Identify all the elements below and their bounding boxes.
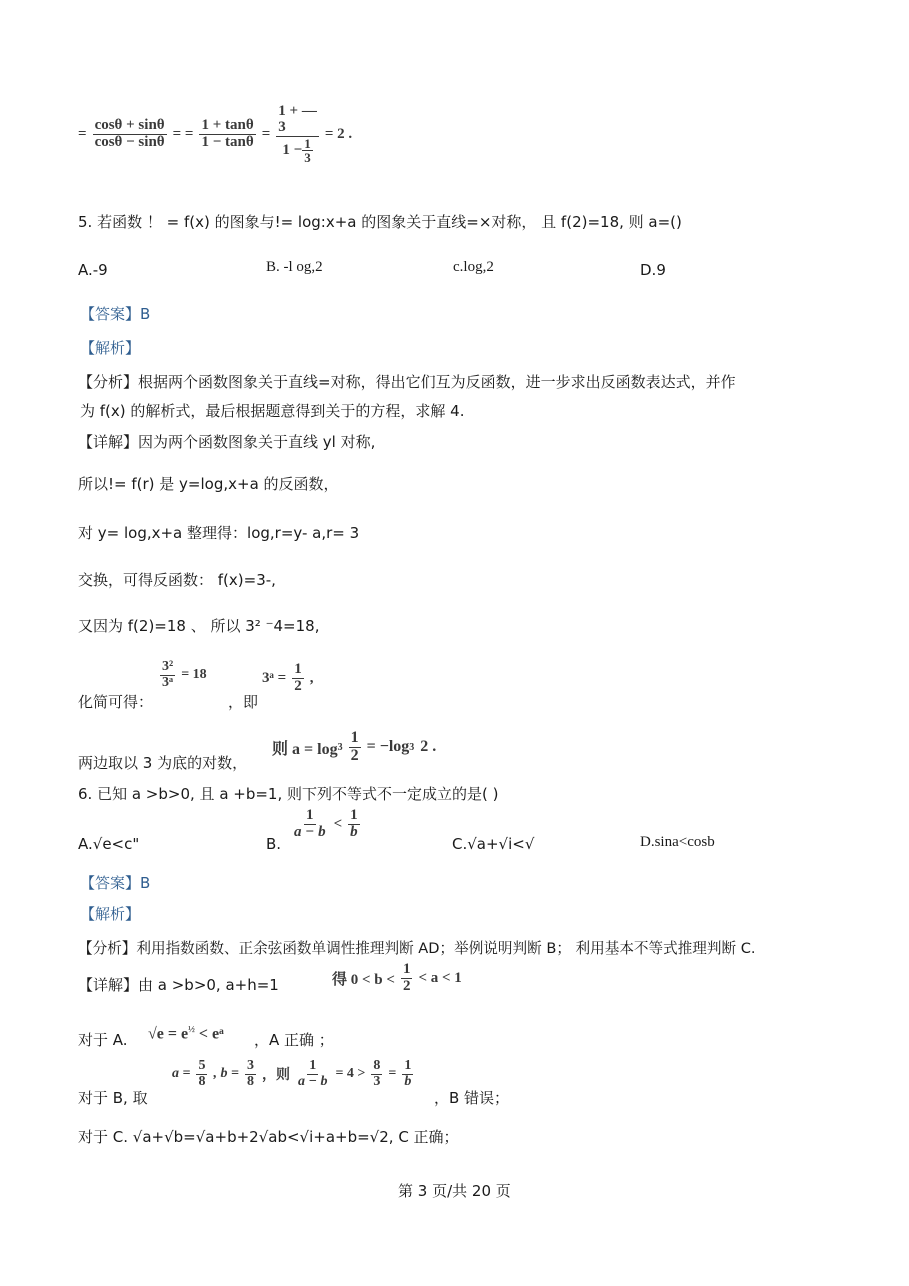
huajian-eq: = 18 — [181, 667, 207, 683]
dui-b-frac-b — [245, 1059, 256, 1089]
liangbian-tail: = −log — [366, 738, 410, 756]
formula-eq: = — [78, 125, 87, 142]
q5-huajian-mid: ，即 — [228, 693, 259, 711]
fraction-denominator: a − b — [294, 823, 326, 840]
q5-line-dui: 对 y= log,x+a 整理得：log,r=y- a,r= 3 — [78, 524, 360, 542]
q5-huajian-right — [262, 662, 313, 695]
q5-line-suoyi: 所以!= f(r) 是 y=log,x+a 的反函数， — [78, 475, 339, 493]
inner-denominator: 3 — [304, 150, 311, 166]
liangbian-end: 2 . — [420, 738, 437, 756]
formula-tail: = 2 . — [324, 125, 353, 142]
inner-fraction — [302, 137, 313, 165]
fraction-numerator: 5 — [198, 1058, 206, 1073]
fraction-numerator — [276, 104, 319, 137]
fraction-denominator: 1 − tanθ — [201, 133, 254, 150]
fraction-numerator: 1 — [306, 807, 314, 823]
q6-option-d: D.sina<cosb — [640, 834, 715, 850]
dui-b-eq: = — [388, 1066, 397, 1082]
dui-b-a: a = — [172, 1066, 191, 1082]
q5-answer: 【答案】B — [80, 305, 151, 323]
numerator-text: 1 + — — [278, 103, 317, 119]
fraction-denominator: cosθ − sinθ — [94, 133, 165, 150]
inner-numerator: 1 — [304, 135, 311, 151]
fraction-denominator: b — [404, 1073, 412, 1089]
dui-b-frac-h — [402, 1059, 413, 1089]
q6-dui-a: 对于 A. — [78, 1031, 128, 1049]
xiangjie-post: < a < 1 — [418, 969, 462, 986]
q5-option-c: c.log,2 — [453, 259, 494, 275]
fraction-denominator: 8 — [246, 1073, 254, 1089]
fraction-denominator: 3 — [373, 1073, 381, 1089]
fraction-numerator: 1 — [309, 1058, 317, 1073]
fraction-denominator: 2 — [350, 746, 359, 764]
option-b-lt: < — [333, 815, 343, 832]
xiangjie-fraction — [401, 962, 413, 995]
q5-fenxi-line2: 为 f(x) 的解析式，最后根据题意得到关于的方程，求解 4. — [80, 402, 465, 420]
q5-xiangjie: 【详解】因为两个函数图象关于直线 yl 对称, — [78, 433, 376, 451]
q5-liangbian-formula — [272, 730, 436, 765]
q5-analysis-label: 【解析】 — [80, 339, 141, 357]
numerator-sub: 3 — [278, 118, 286, 135]
q6-dui-b-formula — [172, 1059, 413, 1089]
liangbian-sub: 3 — [337, 741, 343, 753]
huajian-end: , — [309, 669, 314, 686]
fraction-numerator: 3² — [162, 659, 174, 674]
q5-line-jiaohuan: 交换，可得反函数： f(x)=3-, — [78, 571, 276, 589]
fraction-denominator: 3ᵃ — [162, 674, 174, 690]
q5-option-a: A.-9 — [78, 261, 108, 279]
fraction-denominator: b — [350, 823, 358, 840]
formula-fraction-numeric — [276, 104, 319, 165]
formula-eq: = — [261, 125, 271, 142]
fraction-denominator: 2 — [294, 677, 302, 694]
fraction-numerator: 1 + tanθ — [201, 117, 254, 134]
huajian-fraction — [160, 660, 175, 690]
q5-huajian-formula — [160, 660, 207, 690]
fraction-numerator: 1 — [404, 1058, 412, 1073]
q5-fenxi-line1: 【分析】根据两个函数图象关于直线=对称，得出它们互为反函数，进一步求出反函数表达式，并作 — [78, 373, 736, 391]
dui-a-text: √e = e — [148, 1025, 189, 1043]
fraction-numerator: 8 — [373, 1058, 381, 1073]
q6-option-c: C.√a+√i<√ — [452, 835, 535, 853]
xiangjie-pre: 得 0 < b < — [332, 971, 395, 988]
fraction-denominator — [280, 137, 314, 165]
q5-stem: 5. 若函数 ！ = f(x) 的图象与!= log:x+a 的图象关于直线=×对称， 且 f(2)=18, 则 a=() — [78, 213, 682, 231]
q6-answer: 【答案】B — [80, 874, 151, 892]
top-formula — [78, 104, 352, 165]
huajian-right-fraction — [292, 662, 304, 695]
formula-eq: = = — [172, 125, 194, 142]
q6-option-b-formula — [292, 808, 360, 841]
formula-fraction-trig — [93, 118, 167, 151]
huajian-right-text: 3ᵃ = — [262, 669, 287, 686]
formula-fraction-tan — [199, 118, 255, 151]
liangbian-text: 则 a = log — [272, 740, 338, 758]
dui-b-ze: ，则 — [261, 1068, 290, 1084]
q5-line-liangbian: 两边取以 3 为底的对数， — [78, 754, 248, 772]
fraction-numerator: 3 — [246, 1058, 254, 1073]
option-b-fraction-left — [292, 808, 328, 841]
fraction-numerator: 1 — [402, 961, 411, 977]
dui-a-exp: ½ — [188, 1024, 195, 1034]
q6-dui-b-end: ，B 错误； — [434, 1089, 510, 1107]
page-footer: 第 3 页/共 20 页 — [398, 1182, 511, 1200]
option-b-fraction-right — [348, 808, 360, 841]
q5-line-huajian: 化简可得： — [78, 693, 154, 711]
q6-fenxi: 【分析】利用指数函数、正余弦函数单调性推理判断 AD；举例说明判断 B； 利用基本不等式推理判断 C. — [78, 940, 756, 957]
q6-xiangjie-formula — [332, 962, 462, 995]
denominator-text: 1 − — [282, 141, 303, 158]
fraction-numerator: 1 — [350, 729, 359, 746]
dui-b-frac-g — [371, 1059, 382, 1089]
q5-option-d: D.9 — [640, 261, 666, 279]
q6-option-a: A.√e<c" — [78, 835, 140, 853]
q5-line-youyin: 又因为 f(2)=18 、 所以 3² ⁻4=18, — [78, 617, 320, 635]
dui-b-mid: = 4 > — [335, 1066, 366, 1082]
dui-b-frac-a — [196, 1059, 207, 1089]
q6-analysis-label: 【解析】 — [80, 905, 141, 923]
dui-b-b: , b = — [213, 1066, 239, 1082]
q6-dui-c: 对于 C. √a+√b=√a+b+2√ab<√i+a+b=√2, C 正确； — [78, 1128, 459, 1146]
liangbian-sub2: 3 — [409, 741, 415, 753]
dui-a-text2: < eᵃ — [198, 1025, 224, 1043]
q6-stem: 6. 已知 a >b>0, 且 a +b=1, 则下列不等式不一定成立的是( ) — [78, 785, 499, 803]
fraction-numerator: cosθ + sinθ — [94, 117, 165, 134]
q6-dui-a-formula — [148, 1024, 224, 1043]
fraction-denominator: a − b — [297, 1073, 328, 1089]
fraction-denominator: 8 — [198, 1073, 206, 1089]
dui-b-frac-f — [296, 1059, 329, 1089]
q5-option-b: B. -l og,2 — [266, 259, 323, 275]
q6-option-b-label: B. — [266, 835, 282, 853]
q6-xiangjie: 【详解】由 a >b>0, a+h=1 — [78, 976, 279, 994]
fraction-denominator: 2 — [402, 977, 411, 994]
q6-dui-b: 对于 B, 取 — [78, 1089, 148, 1107]
fraction-numerator: 1 — [350, 807, 358, 823]
liangbian-fraction — [349, 730, 361, 765]
fraction-numerator: 1 — [294, 661, 302, 677]
q6-dui-a-end: ，A 正确 ； — [254, 1031, 334, 1049]
